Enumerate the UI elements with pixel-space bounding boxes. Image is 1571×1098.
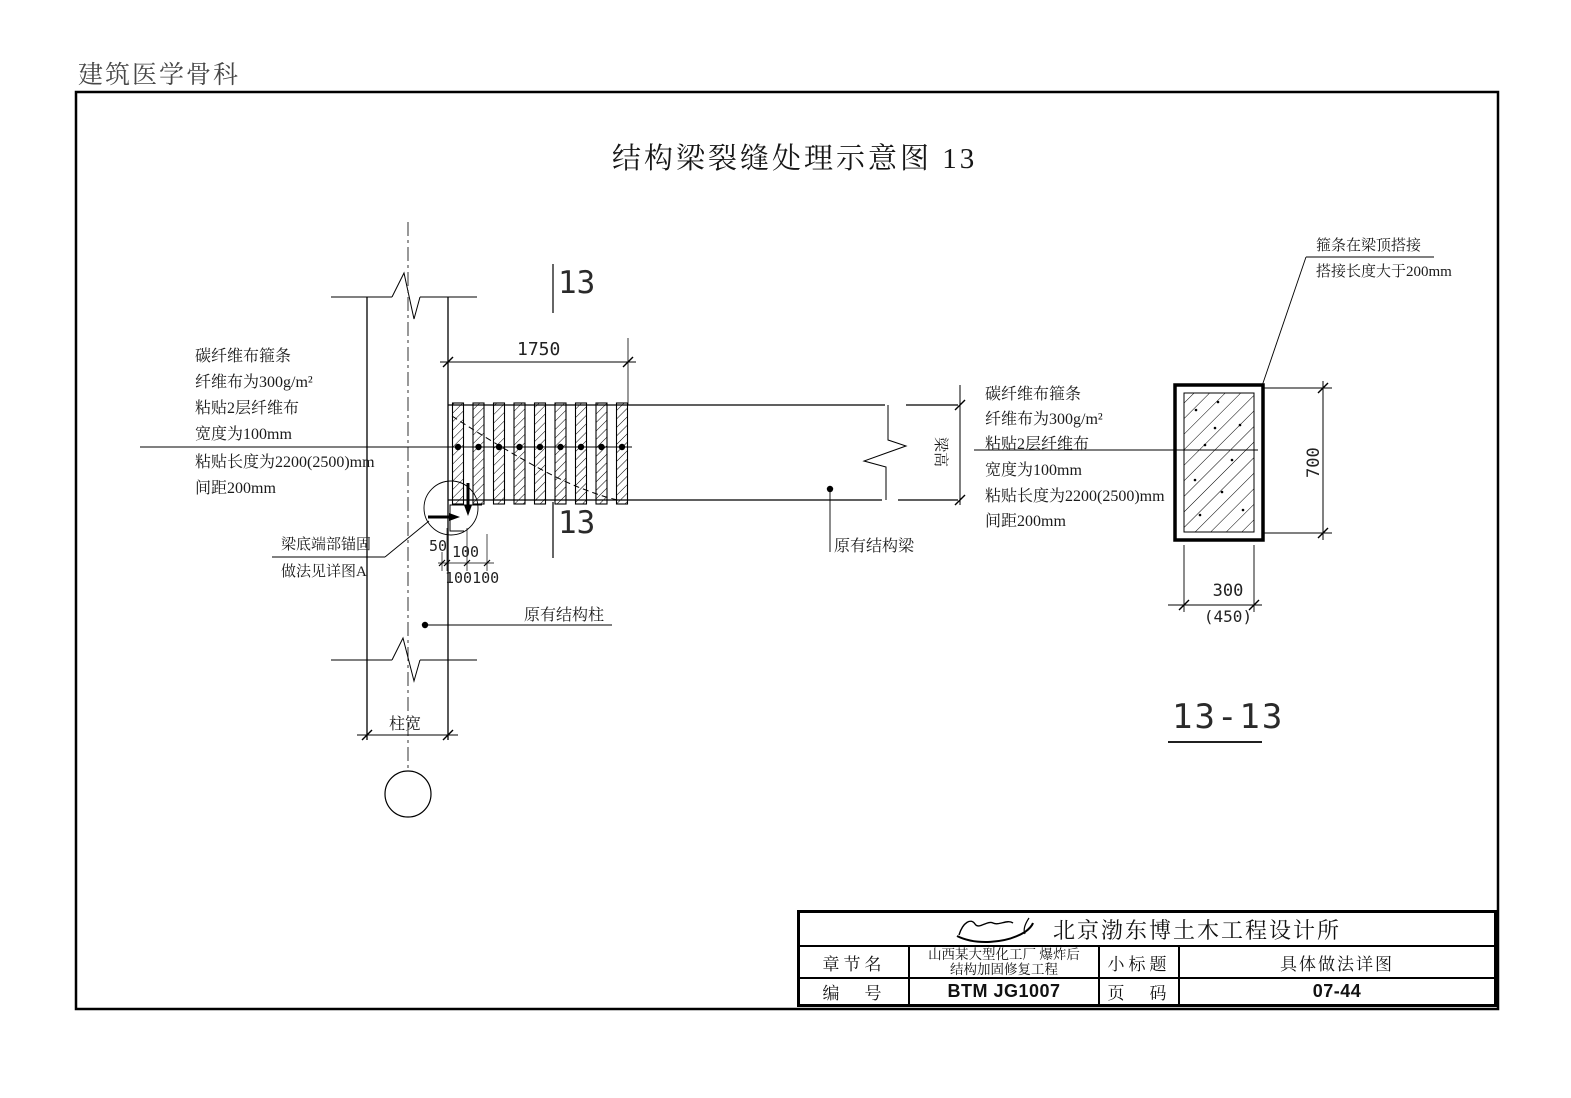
existing-beam-label: 原有结构梁 [834,538,915,555]
spec-line: 纤维布为300g/m² [985,411,1103,428]
subtitle-value-cell: 具体做法详图 [1178,945,1494,977]
dim-1750: 1750 [517,339,561,360]
subtitle-label-cell: 小标题 [1098,945,1178,977]
dim-50: 50 [429,537,448,555]
spec-line: 粘贴2层纤维布 [195,400,300,417]
dim-700: 700 [1304,447,1324,478]
grid-bubble [385,771,431,817]
fiber-strips [453,403,628,504]
dim-300: 300 [1212,581,1244,601]
project-name-line2: 结构加固修复工程 [950,962,1058,977]
column-width-label: 柱宽 [389,716,422,733]
spec-line: 粘贴长度为2200(2500)mm [195,454,375,471]
section-mark-top: 13 [558,265,596,301]
spec-line: 碳纤维布箍条 [985,386,1082,403]
lap-note-line2: 搭接长度大于200mm [1316,264,1452,280]
spec-line: 粘贴长度为2200(2500)mm [985,488,1165,505]
spec-line: 纤维布为300g/m² [195,374,313,391]
section-view-label: 13-13 [1172,697,1285,737]
beam-height-label: 梁高 [932,437,948,468]
spec-line: 碳纤维布箍条 [195,348,292,365]
spec-line: 宽度为100mm [195,426,292,443]
company-logo [953,914,1039,944]
anchor-note-line1: 梁底端部锚固 [281,537,372,553]
page-value-cell: 07-44 [1178,977,1494,1004]
spec-line: 间距200mm [985,513,1066,530]
spec-line: 粘贴2层纤维布 [985,436,1090,453]
page-label-cell: 页 码 [1098,977,1178,1004]
drawing-title: 结构梁裂缝处理示意图 13 [612,143,978,175]
dim-100: 100 [452,543,480,561]
project-name-line1: 山西某大型化工厂 爆炸后 [928,947,1080,962]
title-block-header [800,913,1494,945]
number-value-cell: BTM JG1007 [908,977,1098,1004]
title-block [797,910,1497,1007]
number-label-cell: 编 号 [800,977,908,1004]
chapter-label-cell: 章节名 [800,945,908,977]
dim-450-alt: (450) [1203,607,1253,626]
spec-line: 间距200mm [195,480,276,497]
dim-100-100: 100100 [445,569,500,587]
company-name: 北京渤东博土木工程设计所 [1052,917,1341,943]
anchor-note-line2: 做法见详图A [281,564,367,580]
lap-note-line1: 箍条在梁顶搭接 [1316,238,1422,254]
spec-line: 宽度为100mm [985,462,1082,479]
section-view [1168,381,1332,742]
sheet-watermark: 建筑医学骨科 [78,62,241,89]
chapter-value-cell [908,945,1098,977]
section-mark-bottom: 13 [558,505,596,541]
existing-column-label: 原有结构柱 [524,607,605,624]
